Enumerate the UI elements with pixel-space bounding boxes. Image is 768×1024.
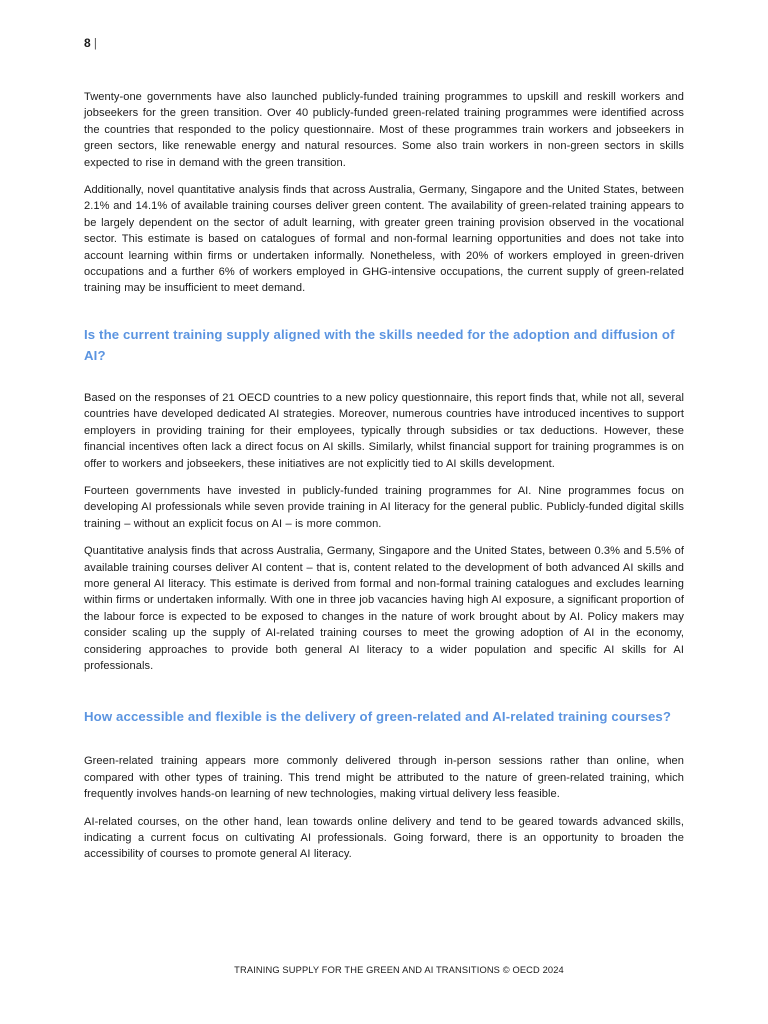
page-footer [0,964,768,976]
paragraph-green-training-programmes: Twenty-one governments have also launched publicly-funded training programmes to upskill and reskill workers and jobseekers for the green transition. Over 40 publicly-funded green-related training programmes were identified across the countries that responded to the policy questionnaire. Most of these programmes train workers and jobseekers in green sectors, like renewable energy and natural resources. Some also train workers in non-green sectors in skills expected to rise in demand with the green transition. [84,91,684,169]
section-heading-ai-supply-block [84,324,684,366]
paragraph-fourteen-governments-ai: Fourteen governments have invested in publicly-funded training programmes for AI. Nine programmes focus on developing AI professionals while seven provide training in AI literacy for the general public. Publicly-funded digital skills training – without an explicit focus on AI – is more common. [84,484,684,530]
paragraph-ai-courses-online-delivery: AI-related courses, on the other hand, lean towards online delivery and tend to be geared towards advanced skills, indicating a current focus on cultivating AI professionals. Going forward, there is an opportunity to broaden the accessibility of courses to promote general AI literacy. [84,815,684,861]
section-heading-delivery-accessibility: How accessible and flexible is the delivery of green-related and AI-related training courses? [84,709,672,725]
paragraph-green-training-delivery: Green-related training appears more commonly delivered through in-person sessions rather than online, when compared with other types of training. This trend might be attributed to the nature of green-related training, which frequently involves hands-on learning of new technologies, making virtual delivery less feasible. [84,755,684,801]
header-separator: | [93,38,98,50]
running-header [84,36,684,51]
page-number: 8 [84,36,91,50]
section-heading-delivery-block [84,706,684,727]
paragraph-green-quantitative-analysis: Additionally, novel quantitative analysis finds that across Australia, Germany, Singapore and the United States, between 2.1% and 14.1% of available training courses deliver green content. The availability of green-related training appears to be largely dependent on the sector of adult learning, with greater green training provision observed in the vocational sector. This estimate is based on catalogues of formal and non-formal learning opportunities and does not take into account learning within firms or undertaken informally. Nonetheless, with 20% of workers employed in green-driven occupations and a further 6% of workers employed in GHG-intensive occupations, the current supply of green-related training may be insufficient to meet demand. [84,184,684,295]
footer-text: TRAINING SUPPLY FOR THE GREEN AND AI TRANSITIONS © OECD 2024 [234,965,564,975]
section-heading-ai-supply: Is the current training supply aligned with the skills needed for the adoption and diffusion of AI? [84,326,675,363]
paragraph-oecd-responses-ai-strategies: Based on the responses of 21 OECD countries to a new policy questionnaire, this report finds that, while not all, several countries have developed dedicated AI strategies. Moreover, numerous countries have introduced incentives to support employers in providing training for their employees, typically through subsidies or tax deductions. However, these financial incentives often lack a direct focus on AI skills. Similarly, whilst financial support for training programmes is on offer to workers and jobseekers, these initiatives are not explicitly tied to AI skills development. [84,391,684,470]
page-content [84,0,684,874]
paragraph-ai-quantitative-analysis: Quantitative analysis finds that across Australia, Germany, Singapore and the United States, between 0.3% and 5.5% of available training courses deliver AI content – that is, content related to the development of both advanced AI skills and more general AI literacy. This estimate is derived from formal and non-formal training catalogues and excludes learning within firms or undertaken informally. With one in three job vacancies having high AI exposure, a significant proportion of the labour force is expected to be exposed to changes in the nature of work brought about by AI. Policy makers may consider scaling up the supply of AI-related training courses to meet the growing adoption of AI in the economy, considering approaches to provide both general AI literacy to a wider population and specific AI skills for AI professionals. [84,545,684,672]
